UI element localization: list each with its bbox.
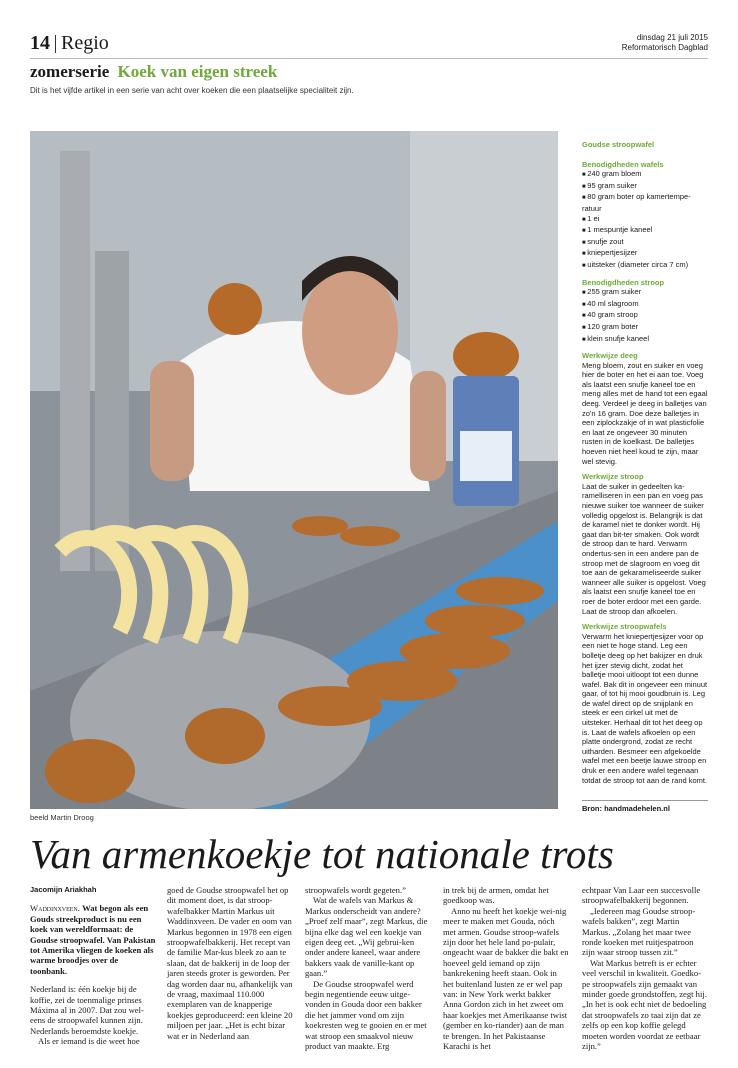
lead-paragraph xyxy=(30,903,156,976)
ingredient-item: ■ 1 ei xyxy=(582,214,708,226)
ingredient-item: ■ 120 gram boter xyxy=(582,322,708,334)
ingredient-item: ■ klein snufje kaneel xyxy=(582,334,708,346)
method-deeg-heading: Werkwijze deeg xyxy=(582,351,638,361)
article-column-3 xyxy=(305,885,431,1052)
method-deeg-text: Meng bloem, zout en suiker en voeg hier de boter en het ei aan toe. Voeg als laatst een snufje kaneel toe en meng alles met de hand tot een egaal deeg. Verdeel je deeg in balletjes van zo'n 16 gram. Doe deze balletjes in een ziplockzakje of in wat plasticfolie en laat ze ongeveer 30 minuten rusten in de koelkast. De balletjes hoeven niet heel koud te zijn, maar wel stevig. xyxy=(582,360,708,466)
body-paragraph: „Iedereen mag Goudse stroop-wafels bakken”, zegt Martin Markus. „Zolang het maar twee ronde koeken met ruitjespatroon zijn waar stroop tussen zit.” xyxy=(582,905,696,958)
body-paragraph: goed de Goudse stroopwafel het op dit moment doet, is dat stroop-wafelbakker Martin Markus uit Waddinxveen. De vader en oom van Markus begonnen in 1978 een eigen stroopwafelbakkerij. Het recept van de familie Mar-kus bleek zo aan te slaan, dat de bakkerij in de loop der jaren steeds groter is geworden. Per dag worden daar nu, afhankelijk van de vraag, maximaal 110.000 exemplaren van de knapperige koekjes geproduceerd: een kleine 20 miljoen per jaar. „Het is echt bizar wat er in Nederland aan xyxy=(167,885,293,1041)
body-paragraph: Anno nu heeft het koekje wei-nig meer te maken met Gouda, nóch met armen. Goudse stroop-wafels zijn door het hele land po-pulair, ongeacht waar de bakker die bakt en hoeveel geld iemand op zijn bankrekening heeft staan. Ook in het buitenland lusten ze er wel pap van: in New York werkt bakker Anna Gordon zich in het zweet om haar koekjes met Amerikaanse twist (gember en ko-riander) aan de man te brengen. In het Pakistaanse Karachi is het xyxy=(443,905,569,1052)
body-paragraph: De Goudse stroopwafel werd begin negentiende eeuw uitge-vonden in Gouda door een bakker die het jammer vond om zijn koekresten weg te gooien en er met wat stroop een smaakvol nieuw product van maakte. Erg xyxy=(305,978,427,1052)
dateline: Waddinxveen. xyxy=(30,903,80,914)
ingredient-item: ■ uitsteker (diameter circa 7 cm) xyxy=(582,260,708,272)
section-name: Regio xyxy=(61,32,109,54)
photo-credit: beeld Martin Droog xyxy=(30,813,94,822)
ingredient-item: ■ 240 gram bloem xyxy=(582,169,708,181)
ingredient-item: ■ 95 gram suiker xyxy=(582,181,708,193)
recipe-source: Bron: handmadehelen.nl xyxy=(582,804,670,813)
article-column-2 xyxy=(167,885,293,1041)
body-paragraph: in trek bij de armen, omdat het goedkoop was. xyxy=(443,885,549,906)
issue-date: dinsdag 21 juli 2015 xyxy=(636,33,708,42)
page-header xyxy=(30,30,708,59)
recipe-divider xyxy=(582,800,708,801)
ingredient-item: ■ 255 gram suiker xyxy=(582,287,708,299)
method-stroop-heading: Werkwijze stroop xyxy=(582,472,644,482)
main-photo xyxy=(30,131,558,809)
header-meta xyxy=(622,33,708,53)
ingredient-item: ■ 1 mespuntje kaneel xyxy=(582,225,708,237)
header-divider xyxy=(55,35,56,53)
article-column-1 xyxy=(30,885,156,1047)
series-name: Koek van eigen streek xyxy=(117,62,278,81)
ingredients-wafels-heading: Benodigdheden wafels xyxy=(582,159,664,169)
body-paragraph: stroopwafels wordt gegeten.” xyxy=(305,885,406,895)
body-paragraph: Nederland is: één koekje bij de koffie, zei de toenmalige prinses Máxima al in 2007. Dat zou wel-eens de stroopwafel kunnen zijn. Nederlands beroemdste koekje. xyxy=(30,984,144,1036)
body-paragraph: Wat Markus betreft is er echter veel verschil in kwaliteit. Goedko-pe stroopwafels zijn gemaakt van minder goede grondstoffen, zegt hij. „In het is ook echt niet de bedoeling dat stroopwafels zo taai zijn dat ze zelfs op een kop koffie gelegd moeten worden voordat ze eetbaar zijn.” xyxy=(582,957,707,1052)
article-headline: Van armenkoekje tot nationale trots xyxy=(30,831,614,877)
body-paragraph: echtpaar Van Laar een succesvolle stroopwafelbakkerij begonnen. xyxy=(582,885,701,906)
byline: Jacomijn Ariakhah xyxy=(30,885,97,894)
page-number: 14 xyxy=(30,32,50,54)
body-paragraph: Als er iemand is die weet hoe xyxy=(38,1036,140,1047)
publication-name: Reformatorisch Dagblad xyxy=(621,43,708,52)
method-stroop-text: Laat de suiker in gedeelten ka-ramelliseren in een pan en voeg pas nieuwe suiker toe wanneer de suiker volledig opgelost is. Belangrijk is dat de karamel niet te donker wordt. Hij gaat dan bit-ter smaken. Ook wordt de stroop dan te hard. Verwarm ondertus-sen in een andere pan de stroop met de slagroom en voeg dit toe aan de gekarameliseerde suiker wanneer alle suiker is opgelost. Voeg als laatst een snufje kaneel toe en roer de boter erdoor met een garde. Laat de stroop dan afkoelen. xyxy=(582,481,706,616)
method-wafels-heading: Werkwijze stroopwafels xyxy=(582,622,667,632)
ingredient-item: ■ 40 gram stroop xyxy=(582,310,708,322)
recipe-title: Goudse stroopwafel xyxy=(582,140,655,149)
ingredient-item: ■ 40 ml slagroom xyxy=(582,299,708,311)
photo-illustration xyxy=(30,131,558,809)
ingredient-item: ■ 80 gram boter op kamertempe-ratuur xyxy=(582,192,708,213)
article-column-4 xyxy=(443,885,569,1052)
series-intro: Dit is het vijfde artikel in een serie van acht over koeken die een plaatselijke specialiteit zijn. xyxy=(30,86,354,95)
article-column-5 xyxy=(582,885,708,1052)
method-wafels-text: Verwarm het kniepertjesijzer voor op een niet te hoge stand. Leg een bolletje deeg op het bakijzer en druk het ijzer stevig dicht, zodat het balletje mooi uitloopt tot een dunne wafel. Bak dit in ongeveer een minuut gaar, of tot hij mooi goudbruin is. Leg de wafel direct op de snijplank en steek er een cirkel uit met de uitsteker. Herhaal dit tot het deeg op is. Laat de wafels afkoelen op een platte ondergrond, zodat ze recht uitharden. Besmeer een afgekoelde wafel met een beetje lauwe stroop en druk er een andere wafel tegenaan totdat de stroop tot aan de rand komt. xyxy=(582,631,708,785)
ingredient-item: ■ snufje zout xyxy=(582,237,708,249)
series-label: zomerserie xyxy=(30,62,110,81)
recipe-box xyxy=(582,140,708,785)
ingredients-stroop-heading: Benodigdheden stroop xyxy=(582,277,665,287)
ingredient-item: ■ kniepertjesijzer xyxy=(582,248,708,260)
series-title xyxy=(30,62,277,82)
lead-text: Wat begon als een Gouds streekproduct is nu een koek van wereldformaat: de Goudse stroopwafel. Van Pakistan tot Amerika vliegen de koeken als warme broodjes over de toonbank. xyxy=(30,903,156,976)
body-paragraph: Wat de wafels van Markus & Markus onderscheidt van andere? „Proef zelf maar”, zegt Markus, die bijna elke dag wel een koekje van eigen deeg eet. „Wij gebrui-ken onder andere kaneel, waar andere bakkers vaak de vanille-kant op gaan.” xyxy=(305,895,428,979)
